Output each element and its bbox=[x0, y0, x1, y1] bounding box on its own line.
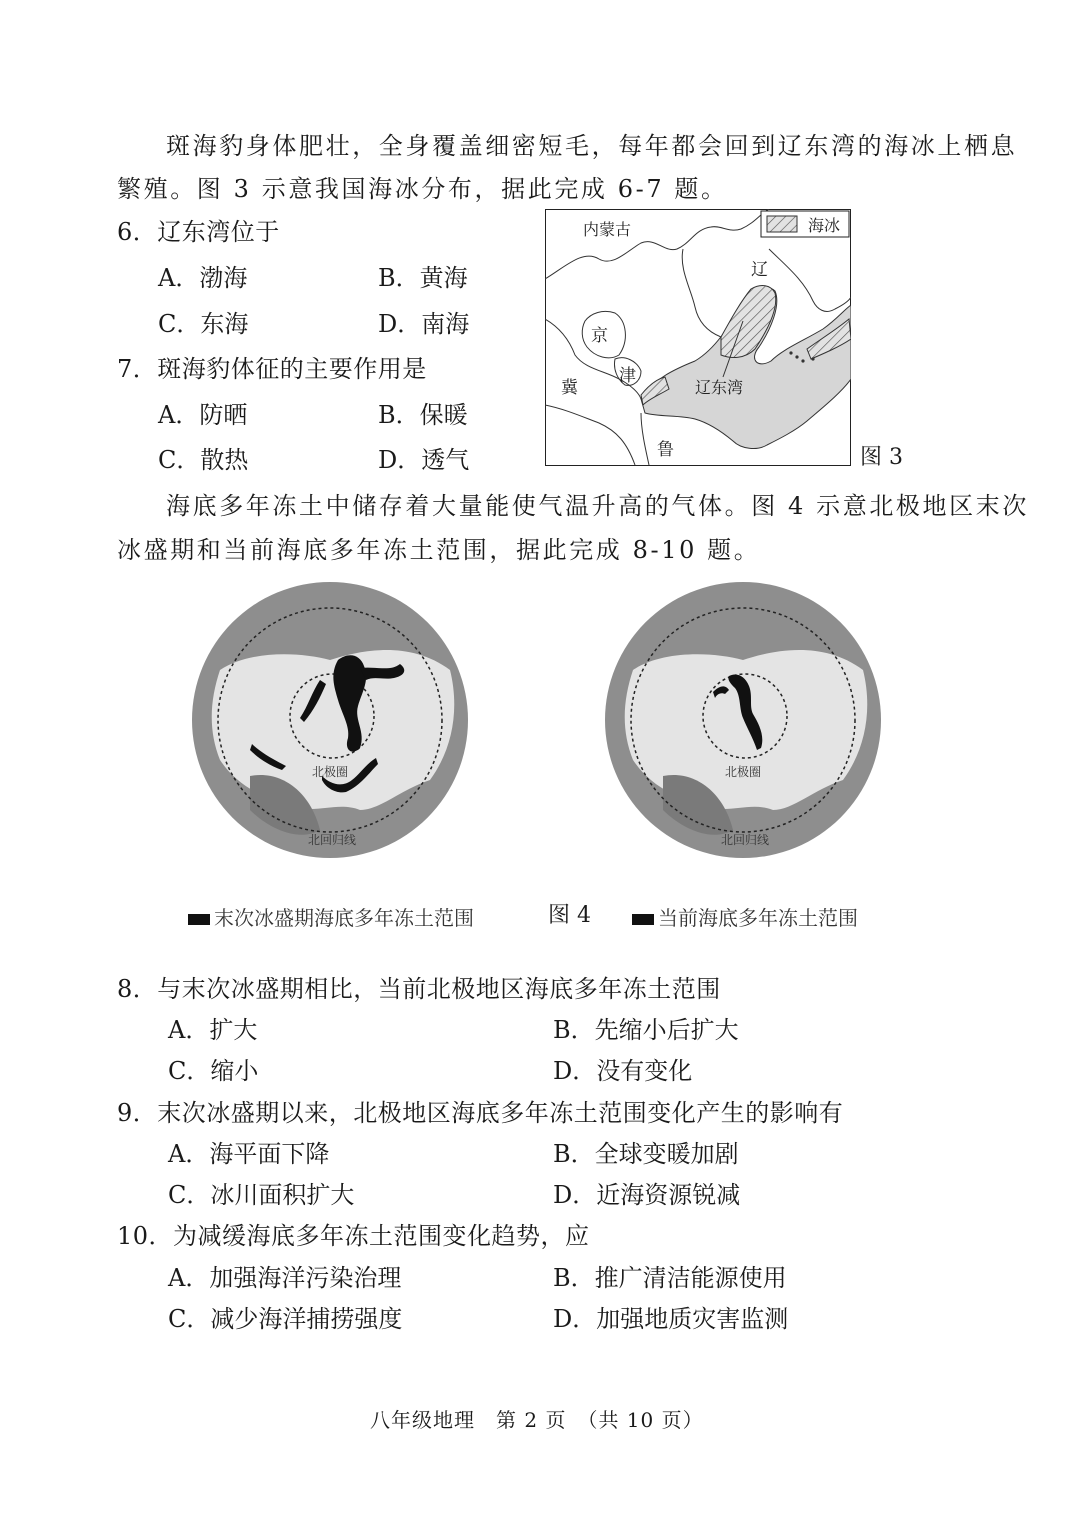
q9-option-d: D．近海资源锐减 bbox=[553, 1181, 741, 1209]
legend-last-glacial-label: 末次冰盛期海底多年冻土范围 bbox=[214, 906, 474, 930]
legend-swatch bbox=[188, 914, 210, 925]
label-jin: 津 bbox=[619, 366, 636, 386]
q10-option-b: B．推广清洁能源使用 bbox=[553, 1264, 787, 1292]
label-ji: 冀 bbox=[561, 378, 578, 398]
q10-option-a: A．加强海洋污染治理 bbox=[168, 1264, 402, 1292]
intro-paragraph-line: 繁殖。图 3 示意我国海冰分布，据此完成 6-7 题。 bbox=[117, 175, 728, 203]
globe-last-glacial-maximum bbox=[190, 580, 470, 860]
figure-3-caption: 图 3 bbox=[860, 445, 903, 470]
intro-paragraph-line: 冰盛期和当前海底多年冻土范围，据此完成 8-10 题。 bbox=[117, 536, 761, 564]
q7-option-d: D．透气 bbox=[378, 446, 470, 474]
q7-option-a: A．防晒 bbox=[158, 401, 248, 429]
q9-option-a: A．海平面下降 bbox=[168, 1140, 330, 1168]
q6-option-d: D．南海 bbox=[378, 310, 470, 338]
q7-option-b: B．保暖 bbox=[378, 401, 468, 429]
label-jing: 京 bbox=[591, 326, 608, 346]
question-8-stem: 8．与末次冰盛期相比，当前北极地区海底多年冻土范围 bbox=[117, 975, 721, 1003]
arctic-circle-label: 北极圈 bbox=[312, 765, 349, 779]
q8-option-c: C．缩小 bbox=[168, 1057, 259, 1085]
legend-last-glacial bbox=[188, 902, 474, 931]
q9-option-b: B．全球变暖加剧 bbox=[553, 1140, 739, 1168]
label-neimenggu: 内蒙古 bbox=[583, 220, 632, 239]
legend-current bbox=[632, 902, 858, 931]
q6-option-c: C．东海 bbox=[158, 310, 249, 338]
q9-option-c: C．冰川面积扩大 bbox=[168, 1181, 355, 1209]
globe-current bbox=[603, 580, 883, 860]
legend-current-label: 当前海底多年冻土范围 bbox=[658, 906, 858, 930]
tropic-of-cancer-label: 北回归线 bbox=[308, 833, 357, 847]
q6-option-a: A．渤海 bbox=[158, 264, 248, 292]
label-lu: 鲁 bbox=[657, 440, 674, 460]
page-footer: 八年级地理 第 2 页 （共 10 页） bbox=[370, 1408, 704, 1432]
question-10-stem: 10．为减缓海底多年冻土范围变化趋势，应 bbox=[117, 1222, 590, 1250]
intro-paragraph-line: 海底多年冻土中储存着大量能使气温升高的气体。图 4 示意北极地区末次 bbox=[166, 492, 1029, 520]
figure-4-caption: 图 4 bbox=[548, 903, 591, 928]
q10-option-c: C．减少海洋捕捞强度 bbox=[168, 1305, 403, 1333]
label-liaodong-bay: 辽东湾 bbox=[695, 378, 744, 397]
q6-option-b: B．黄海 bbox=[378, 264, 468, 292]
q10-option-d: D．加强地质灾害监测 bbox=[553, 1305, 789, 1333]
question-9-stem: 9．末次冰盛期以来，北极地区海底多年冻土范围变化产生的影响有 bbox=[117, 1099, 844, 1127]
legend-swatch bbox=[632, 914, 654, 925]
question-7-stem: 7．斑海豹体征的主要作用是 bbox=[117, 355, 427, 383]
intro-paragraph-line: 斑海豹身体肥壮，全身覆盖细密短毛，每年都会回到辽东湾的海冰上栖息 bbox=[166, 132, 1018, 160]
tropic-of-cancer-label: 北回归线 bbox=[721, 833, 770, 847]
label-liao: 辽 bbox=[751, 260, 768, 280]
q8-option-a: A．扩大 bbox=[168, 1016, 258, 1044]
arctic-circle-label: 北极圈 bbox=[725, 765, 762, 779]
question-6-stem: 6．辽东湾位于 bbox=[117, 218, 280, 246]
sea-ice-map bbox=[545, 209, 851, 466]
q8-option-b: B．先缩小后扩大 bbox=[553, 1016, 739, 1044]
q7-option-c: C．散热 bbox=[158, 446, 249, 474]
legend-sea-ice-label: 海冰 bbox=[808, 216, 841, 235]
q8-option-d: D．没有变化 bbox=[553, 1057, 693, 1085]
